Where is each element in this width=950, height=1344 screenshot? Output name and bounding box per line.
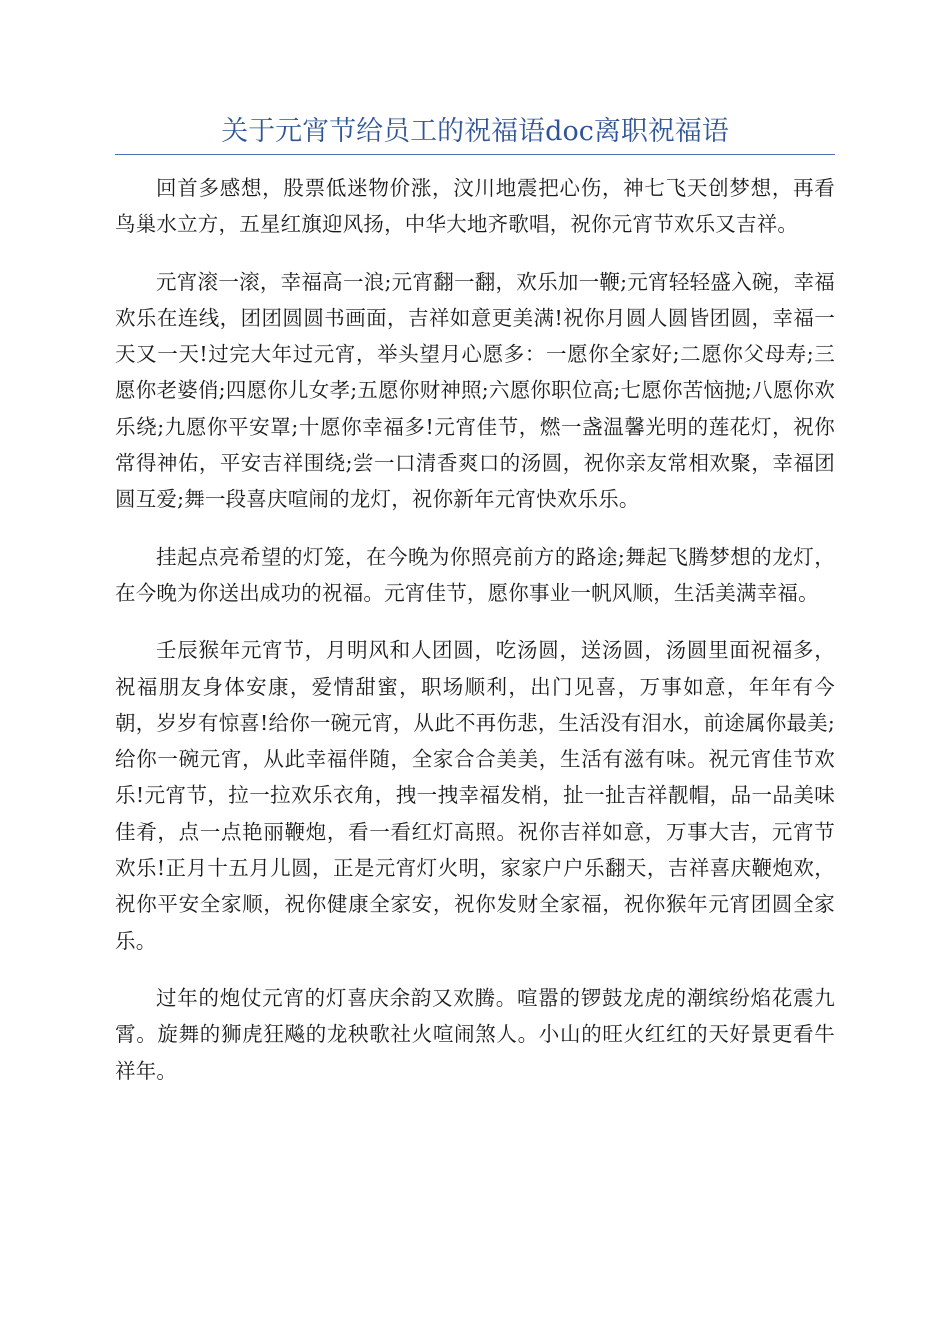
paragraph-1: 回首多感想，股票低迷物价涨，汶川地震把心伤，神七飞天创梦想，再看鸟巢水立方，五星红旗迎风扬，中华大地齐歌唱，祝你元宵节欢乐又吉祥。 — [115, 176, 835, 237]
title-underline — [115, 154, 835, 155]
paragraph-5: 过年的炮仗元宵的灯喜庆余韵又欢腾。喧嚣的锣鼓龙虎的潮缤纷焰花震九霄。旋舞的狮虎狂飚的龙秧歌社火喧闹煞人。小山的旺火红红的天好景更看牛祥年。 — [115, 985, 835, 1083]
paragraph-4: 壬辰猴年元宵节，月明风和人团圆，吃汤圆，送汤圆，汤圆里面祝福多，祝福朋友身体安康，爱情甜蜜，职场顺利，出门见喜，万事如意，年年有今朝，岁岁有惊喜!给你一碗元宵，从此不再伤悲，生活没有泪水，前途属你最美;给你一碗元宵，从此幸福伴随，全家合合美美，生活有滋有味。祝元宵佳节欢乐!元宵节，拉一拉欢乐衣角，拽一拽幸福发梢，扯一扯吉祥靓帽，品一品美味佳肴，点一点艳丽鞭炮，看一看红灯高照。祝你吉祥如意，万事大吉，元宵节欢乐!正月十五月儿圆，正是元宵灯火明，家家户户乐翻天，吉祥喜庆鞭炮欢，祝你平安全家顺，祝你健康全家安，祝你发财全家福，祝你猴年元宵团圆全家乐。 — [115, 638, 835, 953]
paragraph-3: 挂起点亮希望的灯笼，在今晚为你照亮前方的路途;舞起飞腾梦想的龙灯，在今晚为你送出成功的祝福。元宵佳节，愿你事业一帆风顺，生活美满幸福。 — [115, 544, 835, 605]
document-title: 关于元宵节给员工的祝福语doc离职祝福语 — [221, 116, 729, 147]
document-body — [115, 170, 835, 1110]
paragraph-2: 元宵滚一滚，幸福高一浪;元宵翻一翻，欢乐加一鞭;元宵轻轻盛入碗，幸福欢乐在连线，团团圆圆书画面，吉祥如意更美满!祝你月圆人圆皆团圆，幸福一天又一天!过完大年过元宵，举头望月心愿多：一愿你全家好;二愿你父母寿;三愿你老婆俏;四愿你儿女孝;五愿你财神照;六愿你职位高;七愿你苦恼抛;八愿你欢乐绕;九愿你平安罩;十愿你幸福多!元宵佳节，燃一盏温馨光明的莲花灯，祝你常得神佑，平安吉祥围绕;尝一口清香爽口的汤圆，祝你亲友常相欢聚，幸福团圆互爱;舞一段喜庆喧闹的龙灯，祝你新年元宵快欢乐乐。 — [115, 269, 835, 512]
